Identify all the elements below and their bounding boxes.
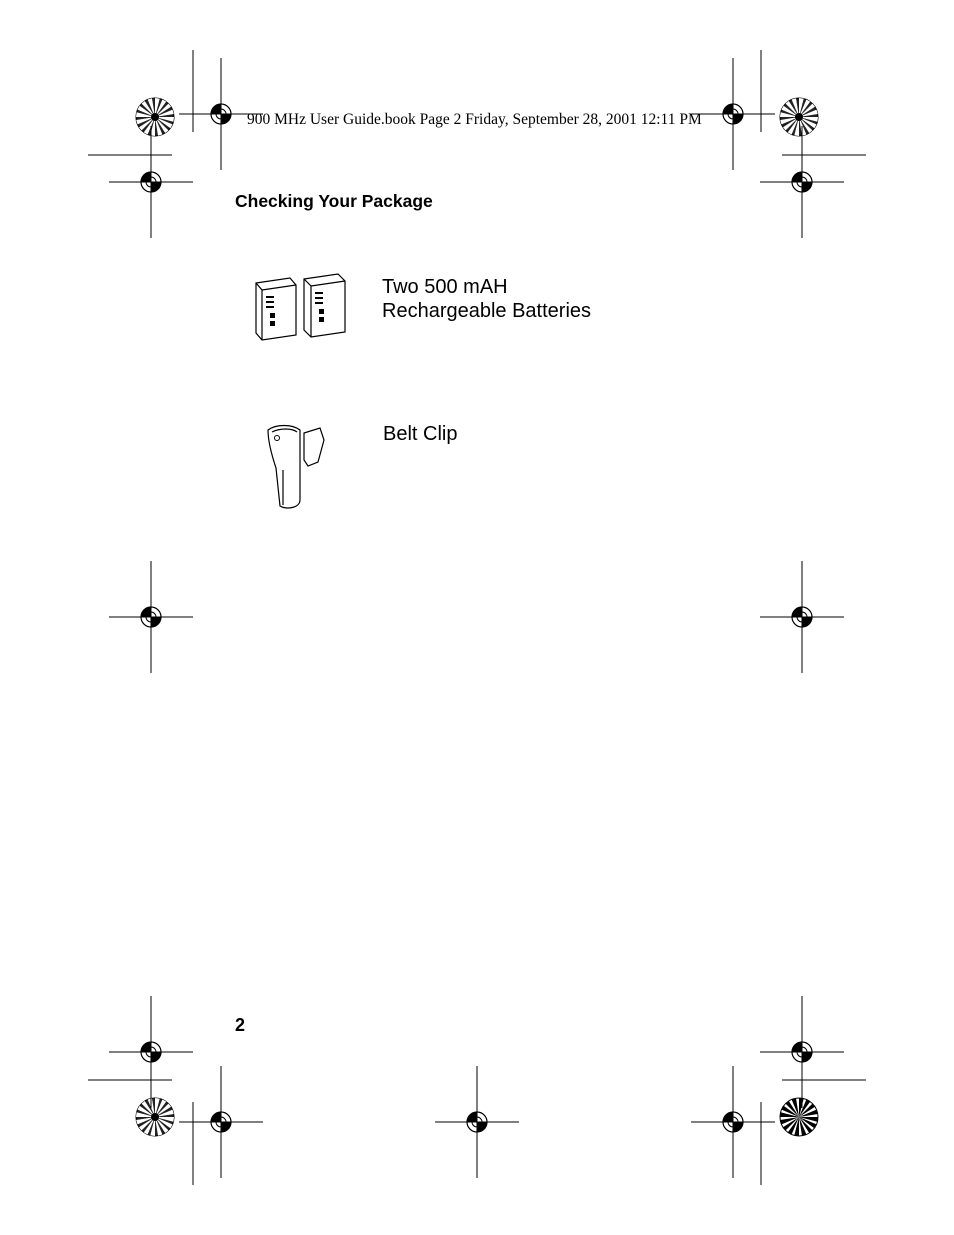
page-number: 2 — [235, 1015, 246, 1035]
belt-clip-label — [383, 422, 457, 446]
battery-label-line1: Two 500 mAH — [382, 276, 508, 298]
battery-label-line2: Rechargeable Batteries — [382, 300, 592, 322]
header-slug: 900 MHz User Guide.book Page 2 Friday, September 28, 2001 12:11 PM — [247, 111, 702, 128]
section-title: Checking Your Package — [235, 191, 433, 211]
belt-clip-label-text: Belt Clip — [383, 423, 458, 445]
